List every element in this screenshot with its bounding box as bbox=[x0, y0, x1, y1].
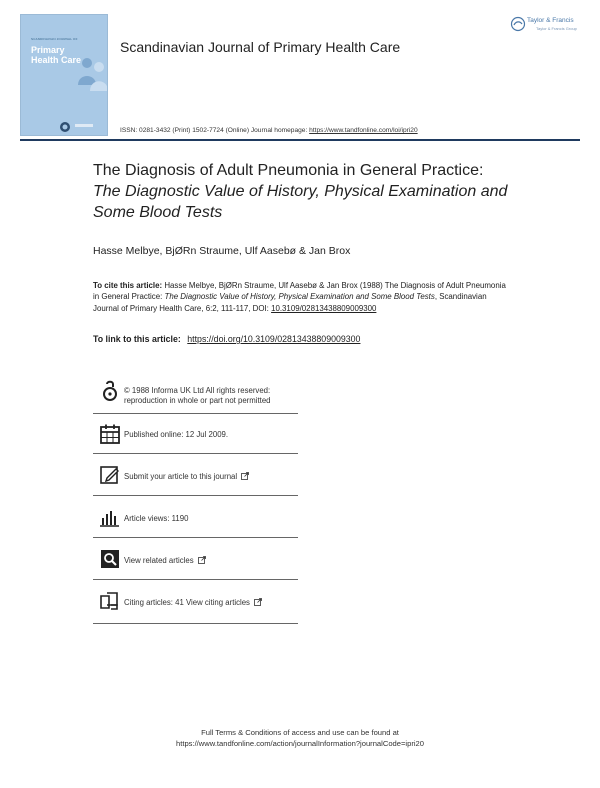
cover-title-line2: Health Care bbox=[31, 55, 82, 65]
list-item-views bbox=[93, 496, 298, 538]
cover-kicker: SCANDINAVIAN JOURNAL OF bbox=[31, 37, 78, 41]
publisher-logo-icon bbox=[510, 16, 526, 32]
publisher-name: Taylor & Francis bbox=[527, 17, 574, 24]
rights-line2: reproduction in whole or part not permitted bbox=[124, 396, 271, 405]
rights-text bbox=[124, 386, 304, 406]
published-date-text: Published online: 12 Jul 2009. bbox=[124, 430, 229, 439]
footer-terms bbox=[0, 727, 600, 749]
article-title-subtitle: The Diagnostic Value of History, Physical Examination and Some Blood Tests bbox=[93, 183, 508, 221]
journal-title[interactable]: Scandinavian Journal of Primary Health Care bbox=[120, 39, 401, 55]
bar-chart-icon bbox=[99, 506, 121, 528]
related-search-icon bbox=[99, 548, 121, 570]
article-title bbox=[93, 160, 513, 223]
list-item-submit[interactable] bbox=[93, 454, 298, 496]
rights-line1: © 1988 Informa UK Ltd All rights reserved: bbox=[124, 386, 271, 395]
related-articles-text: View related articles bbox=[124, 556, 194, 565]
submit-article-link[interactable] bbox=[124, 472, 249, 482]
citation-doi-link[interactable]: 10.3109/02813438809009300 bbox=[271, 303, 377, 313]
footer-line1: Full Terms & Conditions of access and use can be found at bbox=[201, 728, 399, 737]
citation-block bbox=[93, 280, 513, 314]
open-lock-icon bbox=[99, 380, 121, 402]
cover-seal-icon bbox=[57, 121, 73, 133]
citing-articles-link[interactable] bbox=[124, 598, 262, 608]
header-divider bbox=[20, 139, 580, 141]
external-link-icon bbox=[198, 556, 206, 564]
external-link-icon bbox=[254, 598, 262, 606]
article-link-label: To link to this article: bbox=[93, 334, 181, 344]
related-articles-link[interactable] bbox=[124, 556, 206, 566]
citation-text-part1: Hasse Melbye, BjØRn Straume, Ulf Aasebø & Jan Brox (1988) The Diagnosis of Adult Pneumonia in General Practice: bbox=[93, 281, 506, 302]
submit-article-text: Submit your article to this journal bbox=[124, 472, 238, 481]
publisher-logo[interactable] bbox=[510, 16, 586, 36]
journal-cover-image[interactable] bbox=[20, 14, 108, 136]
citation-italic-title: The Diagnostic Value of History, Physical Examination and Some Blood Tests bbox=[164, 292, 435, 302]
publisher-subtitle: Taylor & Francis Group bbox=[536, 26, 577, 31]
people-silhouette-icon bbox=[75, 53, 108, 93]
list-item-rights bbox=[93, 372, 298, 414]
calendar-icon bbox=[99, 423, 121, 445]
article-link-row bbox=[93, 334, 360, 344]
citation-text-part2: , Scandinavian Journal of Primary Health Care, 6:2, 111-117, DOI: bbox=[93, 292, 487, 313]
article-title-main: The Diagnosis of Adult Pneumonia in General Practice: bbox=[93, 162, 484, 179]
external-link-icon bbox=[241, 472, 249, 480]
footer-terms-link[interactable]: https://www.tandfonline.com/action/journalInformation?journalCode=ipri20 bbox=[176, 739, 424, 748]
issn-line bbox=[120, 127, 418, 134]
cover-tag bbox=[75, 124, 93, 127]
issn-text: ISSN: 0281-3432 (Print) 1502-7724 (Online) Journal homepage: bbox=[120, 127, 308, 134]
edit-pencil-icon bbox=[99, 464, 121, 486]
list-item-published bbox=[93, 414, 298, 454]
article-views-text: Article views: 1190 bbox=[124, 514, 189, 523]
article-authors: Hasse Melbye, BjØRn Straume, Ulf Aasebø & Jan Brox bbox=[93, 245, 351, 257]
list-item-citing[interactable] bbox=[93, 580, 298, 624]
citing-documents-icon bbox=[99, 590, 121, 612]
cover-title-line1: Primary bbox=[31, 45, 65, 55]
list-item-related[interactable] bbox=[93, 538, 298, 580]
article-doi-url[interactable]: https://doi.org/10.3109/02813438809009300 bbox=[187, 334, 361, 344]
journal-homepage-link[interactable]: https://www.tandfonline.com/loi/ipri20 bbox=[309, 127, 418, 134]
citing-articles-text: Citing articles: 41 View citing articles bbox=[124, 598, 250, 607]
citation-label: To cite this article: bbox=[93, 281, 163, 290]
article-info-list bbox=[93, 372, 298, 624]
